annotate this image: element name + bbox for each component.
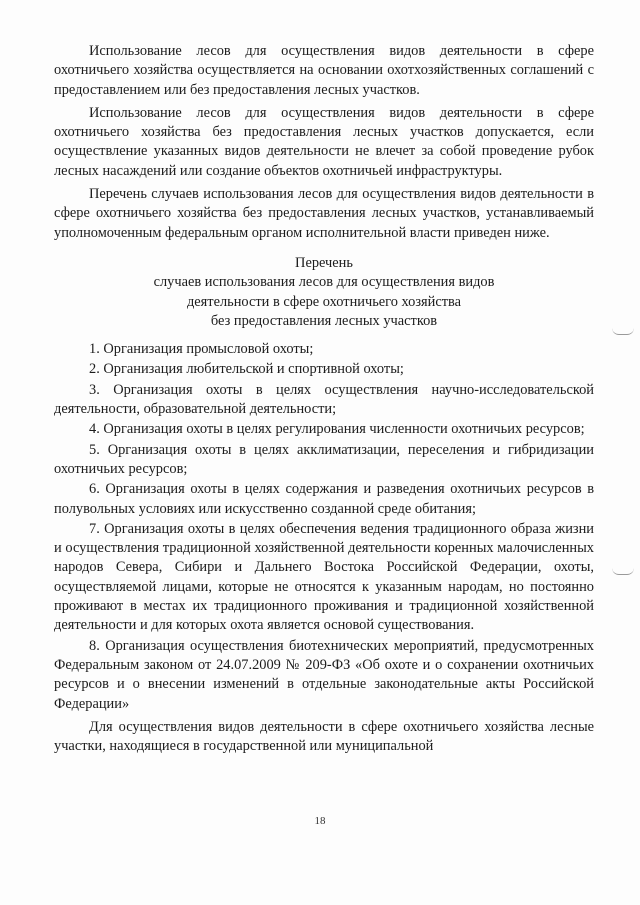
list-item: 4. Организация охоты в целях регулирования численности охотничьих ресурсов;	[89, 421, 585, 438]
intro-paragraph: Использование лесов для осуществления видов деятельности в сфере охотничьего хозяйства осуществляется на основании охотхозяйственных соглашений с предоставлением или без предоставления лесных участков.	[54, 43, 594, 98]
page-number: 18	[314, 815, 326, 827]
closing-paragraph: Для осуществления видов деятельности в сфере охотничьего хозяйства лесные участки, находящиеся в государственной или муниципальной	[54, 718, 594, 755]
list-item: 1. Организация промысловой охоты;	[89, 341, 314, 358]
intro-paragraph: Использование лесов для осуществления видов деятельности в сфере охотничьего хозяйства без предоставления лесных участков допускается, если осуществление указанных видов деятельности не влечет за собой проведение рубок лесных насаждений или создание объектов охотничьей инфраструктуры.	[54, 104, 594, 179]
list-item: 3. Организация охоты в целях осуществления научно-исследовательской деятельности, образовательной деятельности;	[54, 381, 594, 418]
intro-paragraph: Перечень случаев использования лесов для осуществления видов деятельности в сфере охотничьего хозяйства без предоставления лесных участков, устанавливаемый уполномоченным федеральным органом исполнительной власти приведен ниже.	[54, 186, 594, 241]
list-item: 5. Организация охоты в целях акклиматизации, переселения и гибридизации охотничьих ресурсов;	[54, 441, 594, 477]
list-heading-line: случаев использования лесов для осуществления видов	[153, 274, 495, 291]
list-item: 8. Организация осуществления биотехнических мероприятий, предусмотренных Федеральным законом от 24.07.2009 № 209-ФЗ «Об охоте и о сохранении охотничьих ресурсов и о внесении изменений в отдельные законодательные акты Российской Федерации»	[54, 637, 594, 712]
list-item: 2. Организация любительской и спортивной охоты;	[89, 361, 404, 378]
document-body	[54, 42, 594, 756]
list-heading-line: без предоставления лесных участков	[210, 312, 438, 329]
list-item: 7. Организация охоты в целях обеспечения ведения традиционного образа жизни и осуществления традиционной хозяйственной деятельности коренных малочисленных народов Севера, Сибири и Дальнего Востока Российской Федерации, охоты, осуществляемой лицами, которые не относятся к указанным народам, но постоянно проживают в местах их традиционного проживания и традиционной хозяйственной деятельности и для которых охота является основой существования.	[54, 520, 594, 634]
scan-edge-mark	[612, 568, 634, 575]
list-heading	[54, 254, 594, 331]
list-heading-line: деятельности в сфере охотничьего хозяйства	[186, 293, 462, 310]
scan-edge-mark	[612, 328, 634, 335]
list-heading-title: Перечень	[295, 254, 353, 271]
cases-list	[54, 340, 594, 714]
list-item: 6. Организация охоты в целях содержания и разведения охотничьих ресурсов в полувольных условиях или искусственно созданной среде обитания;	[54, 481, 594, 517]
